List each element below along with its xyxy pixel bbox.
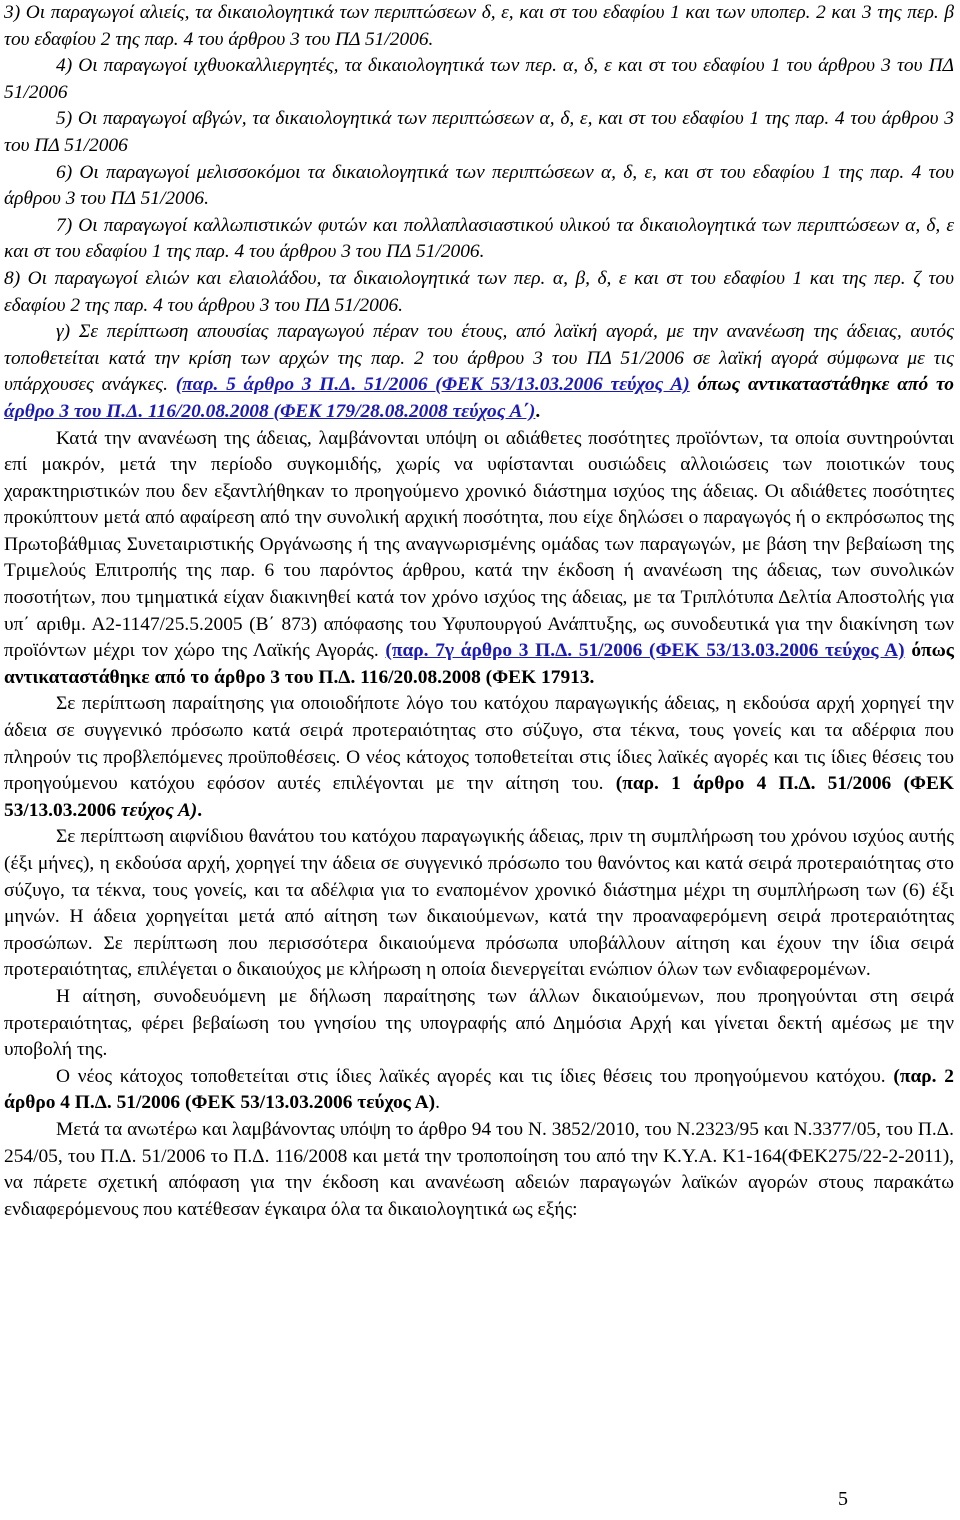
new-holder-reference-end: . — [435, 1092, 440, 1114]
paragraph-renewal — [4, 426, 954, 692]
paragraph-application: Η αίτηση, συνοδευόμενη με δήλωση παραίτησης των άλλων δικαιούμενων, που προηγούνται στη σειρά προτεραιότητας, φέρει βεβαίωση του γνησίου της υπογραφής από Δημόσια Αρχή και γίνεται δεκτή αμέσως με την υποβολή της. — [4, 985, 954, 1061]
paragraph-transfer — [4, 691, 954, 824]
paragraph-closing: Μετά τα ανωτέρω και λαμβάνοντας υπόψη το άρθρο 94 του Ν. 3852/2010, του Ν.2323/95 και Ν.3377/05, του Π.Δ. 254/05, του Π.Δ. 51/2006 το Π.Δ. 116/2008 και μετά την τροποποίηση του από την Κ.Υ.Α. Κ1-164(ΦΕΚ275/22-2-2011), να πάρετε σχετική απόφαση για την έκδοση και ανανέωση αδειών παραγωγών λαϊκών αγορών στους παρακάτω ενδιαφερόμενους που κατέθεσαν έγκαιρα όλα τα δικαιολογητικά ως εξής: — [4, 1118, 954, 1220]
paragraph-gamma-text: γ) Σε περίπτωση απουσίας παραγωγού πέραν του έτους, από λαϊκή αγορά, με την ανανέωση της άδειας, αυτός τοποθετείται κατά την κρίση των αρχών της παρ. 2 του άρθρου 3 του ΠΔ 51/2006 σε λαϊκή αγορά σύμφωνα με τις υπάρχουσες ανάγκες. — [4, 321, 954, 396]
amendment-note: όπως αντικαταστάθηκε από το — [697, 374, 955, 396]
list-item-6: 6) Οι παραγωγοί μελισσοκόμοι τα δικαιολογητικά των περιπτώσεων α, δ, ε, και στ του εδαφίου 1 της παρ. 4 του άρθρου 3 του ΠΔ 51/2006. — [4, 161, 954, 210]
page-number: 5 — [838, 1488, 848, 1510]
paragraph-transfer-text: Σε περίπτωση παραίτησης για οποιοδήποτε λόγο του κατόχου παραγωγικής άδειας, η εκδούσα αρχή χορηγεί την άδεια σε συγγενικό πρόσωπο κατά σειρά προτεραιότητας στο σύζυγο, στα τέκνα, τους γονείς και τα αδέρφια που πληρούν τις προβλεπόμενες προϋποθέσεις. Ο νέος κάτοχος τοποθετείται στις ίδιες λαϊκές αγορές και τις ίδιες θέσεις του προηγούμενου κατόχου εφόσον αυτές επιλέγονται με την αίτηση του. — [4, 693, 954, 795]
document-page — [4, 0, 954, 1223]
law-reference-link[interactable]: (παρ. 5 άρθρο 3 Π.Δ. 51/2006 (ΦΕΚ 53/13.03.2006 τεύχος Α) — [175, 374, 690, 396]
paragraph-gamma — [4, 319, 954, 425]
list-item-8: 8) Οι παραγωγοί ελιών και ελαιολάδου, τα δικαιολογητικά των περ. α, β, δ, ε και στ του εδαφίου 1 και της περ. ζ του εδαφίου 2 της παρ. 4 του άρθρου 3 του ΠΔ 51/2006. — [4, 267, 954, 316]
list-item-4: 4) Οι παραγωγοί ιχθυοκαλλιεργητές, τα δικαιολογητικά των περ. α, δ, ε και στ του εδαφίου 1 του άρθρου 3 του ΠΔ 51/2006 — [4, 55, 954, 103]
list-item-7: 7) Οι παραγωγοί καλλωπιστικών φυτών και πολλαπλασιαστικού υλικού τα δικαιολογητικά των περιπτώσεων α, δ, ε και στ του εδαφίου 1 της παρ. 4 του άρθρου 3 του ΠΔ 51/2006. — [4, 214, 954, 263]
list-item-3: 3) Οι παραγωγοί αλιείς, τα δικαιολογητικά των περιπτώσεων δ, ε, και στ του εδαφίου 1 και των υποπερ. 2 και 3 της περ. β του εδαφίου 2 της παρ. 4 του άρθρου 3 του ΠΔ 51/2006. — [4, 2, 954, 50]
transfer-reference-end: . — [197, 799, 203, 821]
new-holder-reference: (παρ. 2 άρθρο 4 Π.Δ. 51/2006 (ΦΕΚ 53/13.03.2006 τεύχος Α) — [4, 1065, 954, 1114]
paragraph-new-holder-text: Ο νέος κάτοχος τοποθετείται στις ίδιες λαϊκές αγορές και τις ίδιες θέσεις του προηγούμενου κατόχου. — [56, 1065, 886, 1087]
paragraph-death: Σε περίπτωση αιφνίδιου θανάτου του κατόχου παραγωγικής άδειας, πριν τη συμπλήρωση του χρόνου ισχύος αυτής (έξι μήνες), η εκδούσα αρχή, χορηγεί την άδεια σε συγγενικό πρόσωπο του θανόντος και κατά σειρά προτεραιότητας στο σύζυγο, τα τέκνα, τους γονείς, και τα αδέλφια για το εναπομένον χρονικό διάστημα μέχρι τη συμπλήρωση των (6) έξι μηνών. Η άδεια χορηγείται μετά από αίτηση των δικαιούμενων, κατά την προαναφερόμενη σειρά προτεραιότητας προσώπων. Σε περίπτωση που περισσότερα δικαιούμενα πρόσωπα υποβάλλουν αίτηση και έχουν την ίδια σειρά προτεραιότητας, επιλέγεται ο δικαιούχος με κλήρωση η οποία διενεργείται ενώπιον όλων των ενδιαφερομένων. — [4, 826, 954, 981]
list-item-5: 5) Οι παραγωγοί αβγών, τα δικαιολογητικά των περιπτώσεων α, δ, ε, και στ του εδαφίου 1 της παρ. 4 του άρθρου 3 του ΠΔ 51/2006 — [4, 108, 954, 156]
paragraph-renewal-text: Κατά την ανανέωση της άδειας, λαμβάνονται υπόψη οι αδιάθετες ποσότητες προϊόντων, τα οποία συντηρούνται επί μακρόν, μετά την περίοδο συγκομιδής, χωρίς να υφίστανται ουσιώδεις αλλοιώσεις των ποιοτικών τους χαρακτηριστικών που δεν εξαντλήθηκαν το προηγούμενο χρονικό διάστημα ισχύος της άδειας. Οι αδιάθετες ποσότητες προκύπτουν μετά από αφαίρεση από την συνολική αρχική ποσότητα, που είχε δηλώσει ο παραγωγός ή ο εκπρόσωπος της Πρωτοβάθμιας Συνεταιριστικής Οργάνωσης ή της αναγνωρισμένης ομάδας των παραγωγών, με βάση την βεβαίωση της Τριμελούς Επιτροπής της παρ. 6 του παρόντος άρθρου, κατά την έκδοση ή ανανέωση της άδειας, των συνολικών ποσοτήτων, που τμηματικά είχαν διακινηθεί κατά τον χρόνο ισχύος της άδειας, με τα Τριπλότυπα Δελτία Αποστολής για υπ΄ αριθμ. Α2-1147/25.5.2005 (Β΄ 873) απόφασης του Υφυπουργού Ανάπτυξης, ως συνοδευτικά για την διακίνηση των προϊόντων μέχρι τον χώρο της Λαϊκής Αγοράς. — [4, 427, 954, 662]
renewal-reference-link[interactable]: (παρ. 7γ άρθρο 3 Π.Δ. 51/2006 (ΦΕΚ 53/13.03.2006 τεύχος Α) — [385, 640, 905, 662]
paragraph-gamma-end: . — [535, 400, 541, 422]
amendment-link[interactable]: άρθρο 3 του Π.Δ. 116/20.08.2008 (ΦΕΚ 179/28.08.2008 τεύχος Α΄) — [4, 400, 536, 422]
transfer-reference: (παρ. 1 άρθρο 4 Π.Δ. 51/2006 (ΦΕΚ 53/13.03.2006 — [4, 773, 954, 821]
renewal-amendment-note: όπως αντικαταστάθηκε από το άρθρο 3 του Π.Δ. 116/20.08.2008 (ΦΕΚ 17913. — [4, 640, 954, 688]
paragraph-new-holder — [4, 1064, 954, 1117]
transfer-reference-issue: τεύχος Α) — [120, 799, 198, 821]
